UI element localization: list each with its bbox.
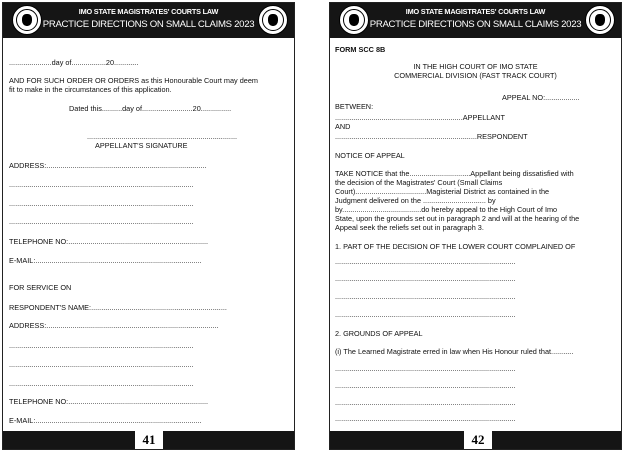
answer-line: .........................................................................................	[335, 292, 516, 301]
address-line: ...........................................................................................	[9, 199, 194, 208]
page-41	[2, 2, 295, 450]
header-title: IMO STATE MAGISTRATES' COURTS LAW	[405, 7, 546, 16]
telephone-field: TELEPHONE NO:.....................................................................	[9, 397, 209, 406]
email-field: E-MAIL:..................................................................................	[9, 256, 202, 265]
page-number: 41	[135, 431, 163, 449]
header-subtitle: PRACTICE DIRECTIONS ON SMALL CLAIMS 2023	[42, 19, 255, 30]
imo-state-seal-icon	[585, 5, 615, 35]
telephone-field: TELEPHONE NO:.....................................................................	[9, 237, 209, 246]
address-line: ...........................................................................................	[9, 360, 194, 369]
signature-line: ..........................................................................	[87, 132, 238, 141]
answer-line: .........................................................................................	[335, 310, 516, 319]
page-number: 42	[464, 431, 492, 449]
page-42	[329, 2, 622, 450]
prayer-text: fit to make in the circumstances of this application.	[9, 85, 172, 94]
answer-line: .........................................................................................	[335, 274, 516, 283]
notice-text: Judgment delivered on the ............................... by	[335, 196, 496, 205]
appeal-number-field: APPEAL NO:.................	[502, 93, 580, 102]
notice-text: the decision of the Magistrates' Court (Small Claims	[335, 178, 503, 187]
address-line: ...........................................................................................	[9, 379, 194, 388]
page-footer	[330, 431, 621, 449]
form-number: FORM SCC 8B	[335, 45, 386, 54]
email-field: E-MAIL:..................................................................................	[9, 416, 202, 425]
answer-line: .........................................................................................	[335, 364, 516, 373]
notice-of-appeal-heading: NOTICE OF APPEAL	[335, 151, 405, 160]
answer-line: .........................................................................................	[335, 398, 516, 407]
address-field: ADDRESS:.....................................................................................	[9, 321, 219, 330]
address-line: ...........................................................................................	[9, 341, 194, 350]
address-line: ...........................................................................................	[9, 180, 194, 189]
address-field: ADDRESS:...............................................................................	[9, 161, 207, 170]
address-line: ...........................................................................................	[9, 217, 194, 226]
appellant-line: ...............................................................APPELLANT	[335, 113, 505, 122]
and-label: AND	[335, 122, 351, 131]
page-header	[3, 3, 294, 38]
section-2-heading: 2. GROUNDS OF APPEAL	[335, 329, 423, 338]
notice-text: TAKE NOTICE that the..............................Appellant being dissatisfied with	[335, 169, 574, 178]
notice-text: State, upon the grounds set out in paragraph 2 and will at the hearing of the	[335, 214, 580, 223]
page-body	[330, 38, 621, 433]
prayer-text: AND FOR SUCH ORDER OR ORDERS as this Honourable Court may deem	[9, 76, 258, 85]
page-footer	[3, 431, 294, 449]
respondent-name-field: RESPONDENT'S NAME:...................................................................	[9, 303, 227, 312]
for-service-heading: FOR SERVICE ON	[9, 283, 72, 292]
page-body	[3, 38, 294, 433]
between-label: BETWEEN:	[335, 102, 374, 111]
court-division: COMMERCIAL DIVISION (FAST TRACK COURT)	[394, 71, 557, 80]
header-title: IMO STATE MAGISTRATES' COURTS LAW	[78, 7, 219, 16]
ground-i-text: (i) The Learned Magistrate erred in law when His Honour ruled that...........	[335, 347, 574, 356]
header-subtitle: PRACTICE DIRECTIONS ON SMALL CLAIMS 2023	[369, 19, 582, 30]
imo-state-seal-icon	[258, 5, 288, 35]
page-header	[330, 3, 621, 38]
notice-text: Appeal seek the reliefs set out in paragraph 3.	[335, 223, 484, 232]
dated-line: Dated this..........day of.........................20...............	[69, 104, 232, 113]
date-line: .....................day of.................20............	[9, 58, 139, 67]
notice-text: Court)...................................Magisterial District as contained in the	[335, 187, 550, 196]
answer-line: .........................................................................................	[335, 414, 516, 423]
appellant-signature-label: APPELLANT'S SIGNATURE	[95, 141, 188, 150]
answer-line: .........................................................................................	[335, 257, 516, 266]
section-1-heading: 1. PART OF THE DECISION OF THE LOWER COURT COMPLAINED OF	[335, 242, 576, 251]
notice-text: by.......................................do hereby appeal to the High Court of Imo	[335, 205, 558, 214]
respondent-line: ......................................................................RESPONDENT	[335, 132, 528, 141]
answer-line: .........................................................................................	[335, 381, 516, 390]
court-title: IN THE HIGH COURT OF IMO STATE	[413, 62, 538, 71]
